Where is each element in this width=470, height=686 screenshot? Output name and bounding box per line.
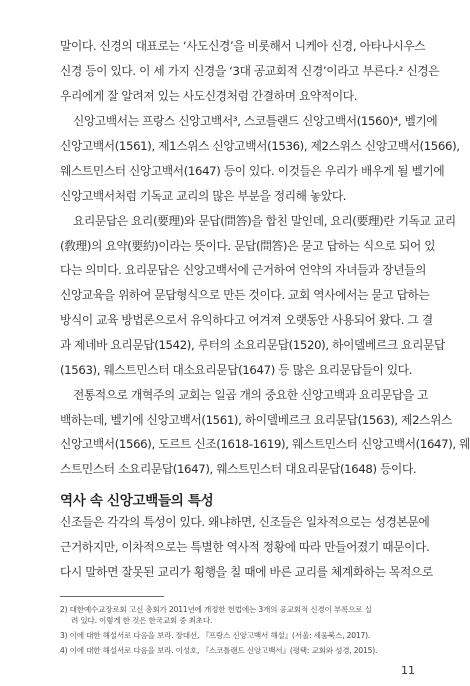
body-text-line: 신앙교육을 위하여 문답형식으로 만든 것이다. 교회 역사에서는 묻고 답하는	[60, 288, 430, 302]
body-text-line: (1563), 웨스트민스터 대소요리문답(1647) 등 많은 요리문답들이 있다.	[60, 363, 413, 377]
body-text-line: 신앙고백서처럼 기독교 교리의 많은 부분을 정리해 놓았다.	[60, 189, 347, 203]
page-number: 11	[401, 664, 415, 677]
footnote-continuation: 려 있다. 이렇게 한 것은 한국교회 중 최초다.	[71, 616, 213, 625]
body-text-line: 전통적으로 개혁주의 교회는 일곱 개의 중요한 신앙고백과 요리문답을 고	[73, 388, 429, 402]
body-text-line: 다시 말하면 잘못된 교리가 횡행을 칠 때에 바른 교리를 체계화하는 목적으로	[60, 565, 433, 579]
body-text-line: 신앙고백서(1561), 제1스위스 신앙고백서(1536), 제2스위스 신앙고백서(1566),	[60, 139, 460, 153]
body-text-line: 신조들은 각각의 특성이 있다. 왜냐하면, 신조들은 일차적으로는 성경본문에	[60, 515, 430, 529]
body-text-line: 말이다. 신경의 대표로는 ‘사도신경’을 비롯해서 니케아 신경, 아타나시우스	[60, 39, 426, 53]
body-text-line: 스트민스터 소요리문답(1647), 웨스트민스터 대요리문답(1648) 등이다.	[60, 462, 417, 476]
body-text-line: 우리에게 잘 알려져 있는 사도신경처럼 간결하며 요약적이다.	[60, 89, 358, 103]
body-text-line: 요리문답은 요리(要理)와 문답(問答)을 합친 말인데, 요리(要理)란 기독교 교리	[73, 214, 456, 228]
body-text-line: 다는 의미다. 요리문답은 신앙고백서에 근거하여 언약의 자녀들과 장년들의	[60, 263, 427, 277]
footnote: 3) 이에 대한 해설서로 다음을 보라. 장대선, 『프랑스 신앙고백서 해설』(서울: 세움북스, 2017).	[60, 631, 371, 640]
section-heading: 역사 속 신앙고백들의 특성	[60, 493, 214, 509]
footnote: 4) 이에 대한 해설서로 다음을 보라. 이성호, 『스코틀랜드 신앙고백서』(평택: 교회와 성경, 2015).	[60, 646, 378, 655]
body-text-line: 근거하지만, 이차적으로는 특별한 역사적 정황에 따라 만들어졌기 때문이다.	[60, 540, 430, 554]
footnote-divider	[60, 596, 164, 597]
body-text-line: 방식이 교육 방법론으로서 유익하다고 여겨져 오랫동안 사용되어 왔다. 그 결	[60, 313, 433, 327]
body-text-line: 신앙고백서(1566), 도르트 신조(1618-1619), 웨스트민스터 신앙고백서(1647), 웨	[60, 437, 470, 451]
body-text-line: 신앙고백서는 프랑스 신앙고백서³, 스코틀랜드 신앙고백서(1560)⁴, 벨기에	[73, 114, 438, 128]
body-text-line: 웨스트민스터 신앙고백서(1647) 등이 있다. 이것들은 우리가 배우게 될 벨기에	[60, 164, 445, 178]
body-text-line: 백하는데, 벨기에 신앙고백서(1561), 하이델베르크 요리문답(1563), 제2스위스	[60, 413, 452, 427]
body-text-line: 과 제네바 요리문답(1542), 루터의 소요리문답(1520), 하이델베르크 요리문답	[60, 338, 445, 352]
body-text-line: 신경 등이 있다. 이 세 가지 신경을 ‘3대 공교회적 신경’이라고 부른다.² 신경은	[60, 64, 440, 78]
footnote: 2) 대한예수교장로회 고신 총회가 2011년에 개정한 헌법에는 3개의 공교회적 신경이 부록으로 실	[60, 605, 372, 614]
body-text-line: (敎理)의 요약(要約)이라는 뜻이다. 문답(問答)은 묻고 답하는 식으로 되어 있	[60, 239, 436, 253]
